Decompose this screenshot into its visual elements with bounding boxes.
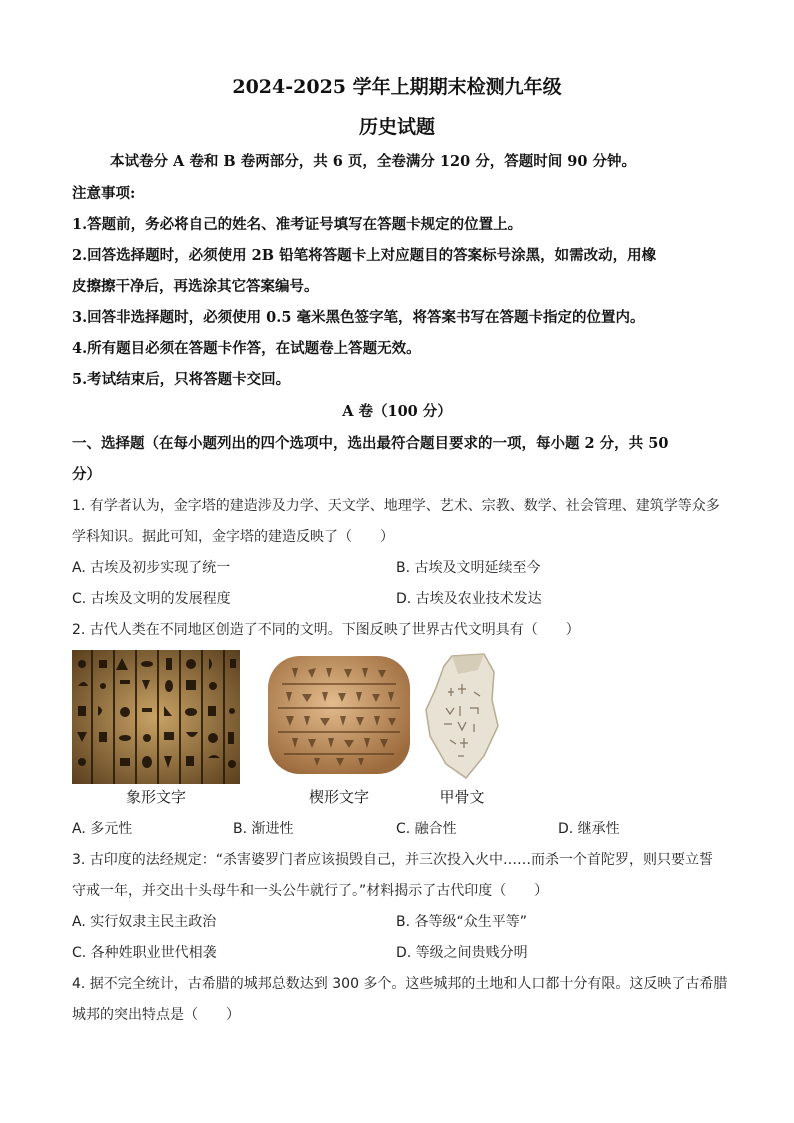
question-2-option-b: B. 渐进性: [233, 821, 294, 837]
question-2-option-d: D. 继承性: [558, 821, 620, 837]
hieroglyph-image: [72, 650, 240, 784]
question-3-option-b: B. 各等级“众生平等”: [396, 914, 528, 930]
question-1-option-d: D. 古埃及农业技术发达: [396, 591, 542, 607]
exam-title: 2024-2025 学年上期期末检测九年级: [232, 76, 562, 98]
question-2-option-a: A. 多元性: [72, 821, 133, 837]
question-4-stem: 城邦的突出特点是（ ）: [72, 1007, 240, 1023]
question-2-option-c: C. 融合性: [396, 821, 457, 837]
oracle-bone-image: [422, 652, 502, 780]
section-a-heading: A 卷（100 分）: [342, 403, 452, 420]
notice-heading: 注意事项:: [72, 185, 136, 202]
question-3-option-d: D. 等级之间贵贱分明: [396, 945, 528, 961]
hieroglyph-caption: 象形文字: [125, 788, 186, 806]
part1-heading: 一、选择题（在每小题列出的四个选项中，选出最符合题目要求的一项，每小题 2 分，共 50: [72, 435, 669, 452]
notice-item: 5.考试结束后，只将答题卡交回。: [72, 371, 291, 388]
question-1-stem: 1. 有学者认为，金字塔的建造涉及力学、天文学、地理学、艺术、宗教、数学、社会管理、建筑学等众多: [72, 498, 720, 514]
question-3-stem: 守戒一年，并交出十头母牛和一头公牛就行了。”材料揭示了古代印度（ ）: [72, 883, 549, 899]
notice-item: 4.所有题目必须在答题卡作答，在试题卷上答题无效。: [72, 340, 421, 357]
notice-item: 2.回答选择题时，必须使用 2B 铅笔将答题卡上对应题目的答案标号涂黑，如需改动，用橡: [72, 247, 657, 264]
question-3-option-c: C. 各种姓职业世代相袭: [72, 945, 217, 961]
question-2-stem: 2. 古代人类在不同地区创造了不同的文明。下图反映了世界古代文明具有（ ）: [72, 622, 580, 638]
question-3-stem: 3. 古印度的法经规定：“杀害婆罗门者应该损毁自己，并三次投入火中……而杀一个首陀罗，则只要立誓: [72, 852, 714, 868]
part1-heading-cont: 分）: [72, 466, 101, 483]
question-1-option-c: C. 古埃及文明的发展程度: [72, 591, 231, 607]
notice-item: 3.回答非选择题时，必须使用 0.5 毫米黑色签字笔，将答案书写在答题卡指定的位置内。: [72, 309, 645, 326]
notice-item: 1.答题前，务必将自己的姓名、准考证号填写在答题卡规定的位置上。: [72, 216, 523, 233]
exam-intro: 本试卷分 A 卷和 B 卷两部分，共 6 页，全卷满分 120 分，答题时间 90 分钟。: [110, 153, 637, 170]
question-1-stem: 学科知识。据此可知，金字塔的建造反映了（ ）: [72, 529, 394, 545]
question-3-option-a: A. 实行奴隶主民主政治: [72, 914, 217, 930]
question-1-option-b: B. 古埃及文明延续至今: [396, 560, 541, 576]
cuneiform-tablet-image: [264, 652, 414, 778]
notice-item: 皮擦擦干净后，再选涂其它答案编号。: [72, 278, 319, 295]
cuneiform-caption: 楔形文字: [308, 788, 369, 806]
oracle-bone-caption: 甲骨文: [439, 788, 485, 806]
exam-subject: 历史试题: [358, 116, 435, 138]
question-1-option-a: A. 古埃及初步实现了统一: [72, 560, 231, 576]
question-4-stem: 4. 据不完全统计，古希腊的城邦总数达到 300 多个。这些城邦的土地和人口都十分有限。这反映了古希腊: [72, 976, 728, 992]
